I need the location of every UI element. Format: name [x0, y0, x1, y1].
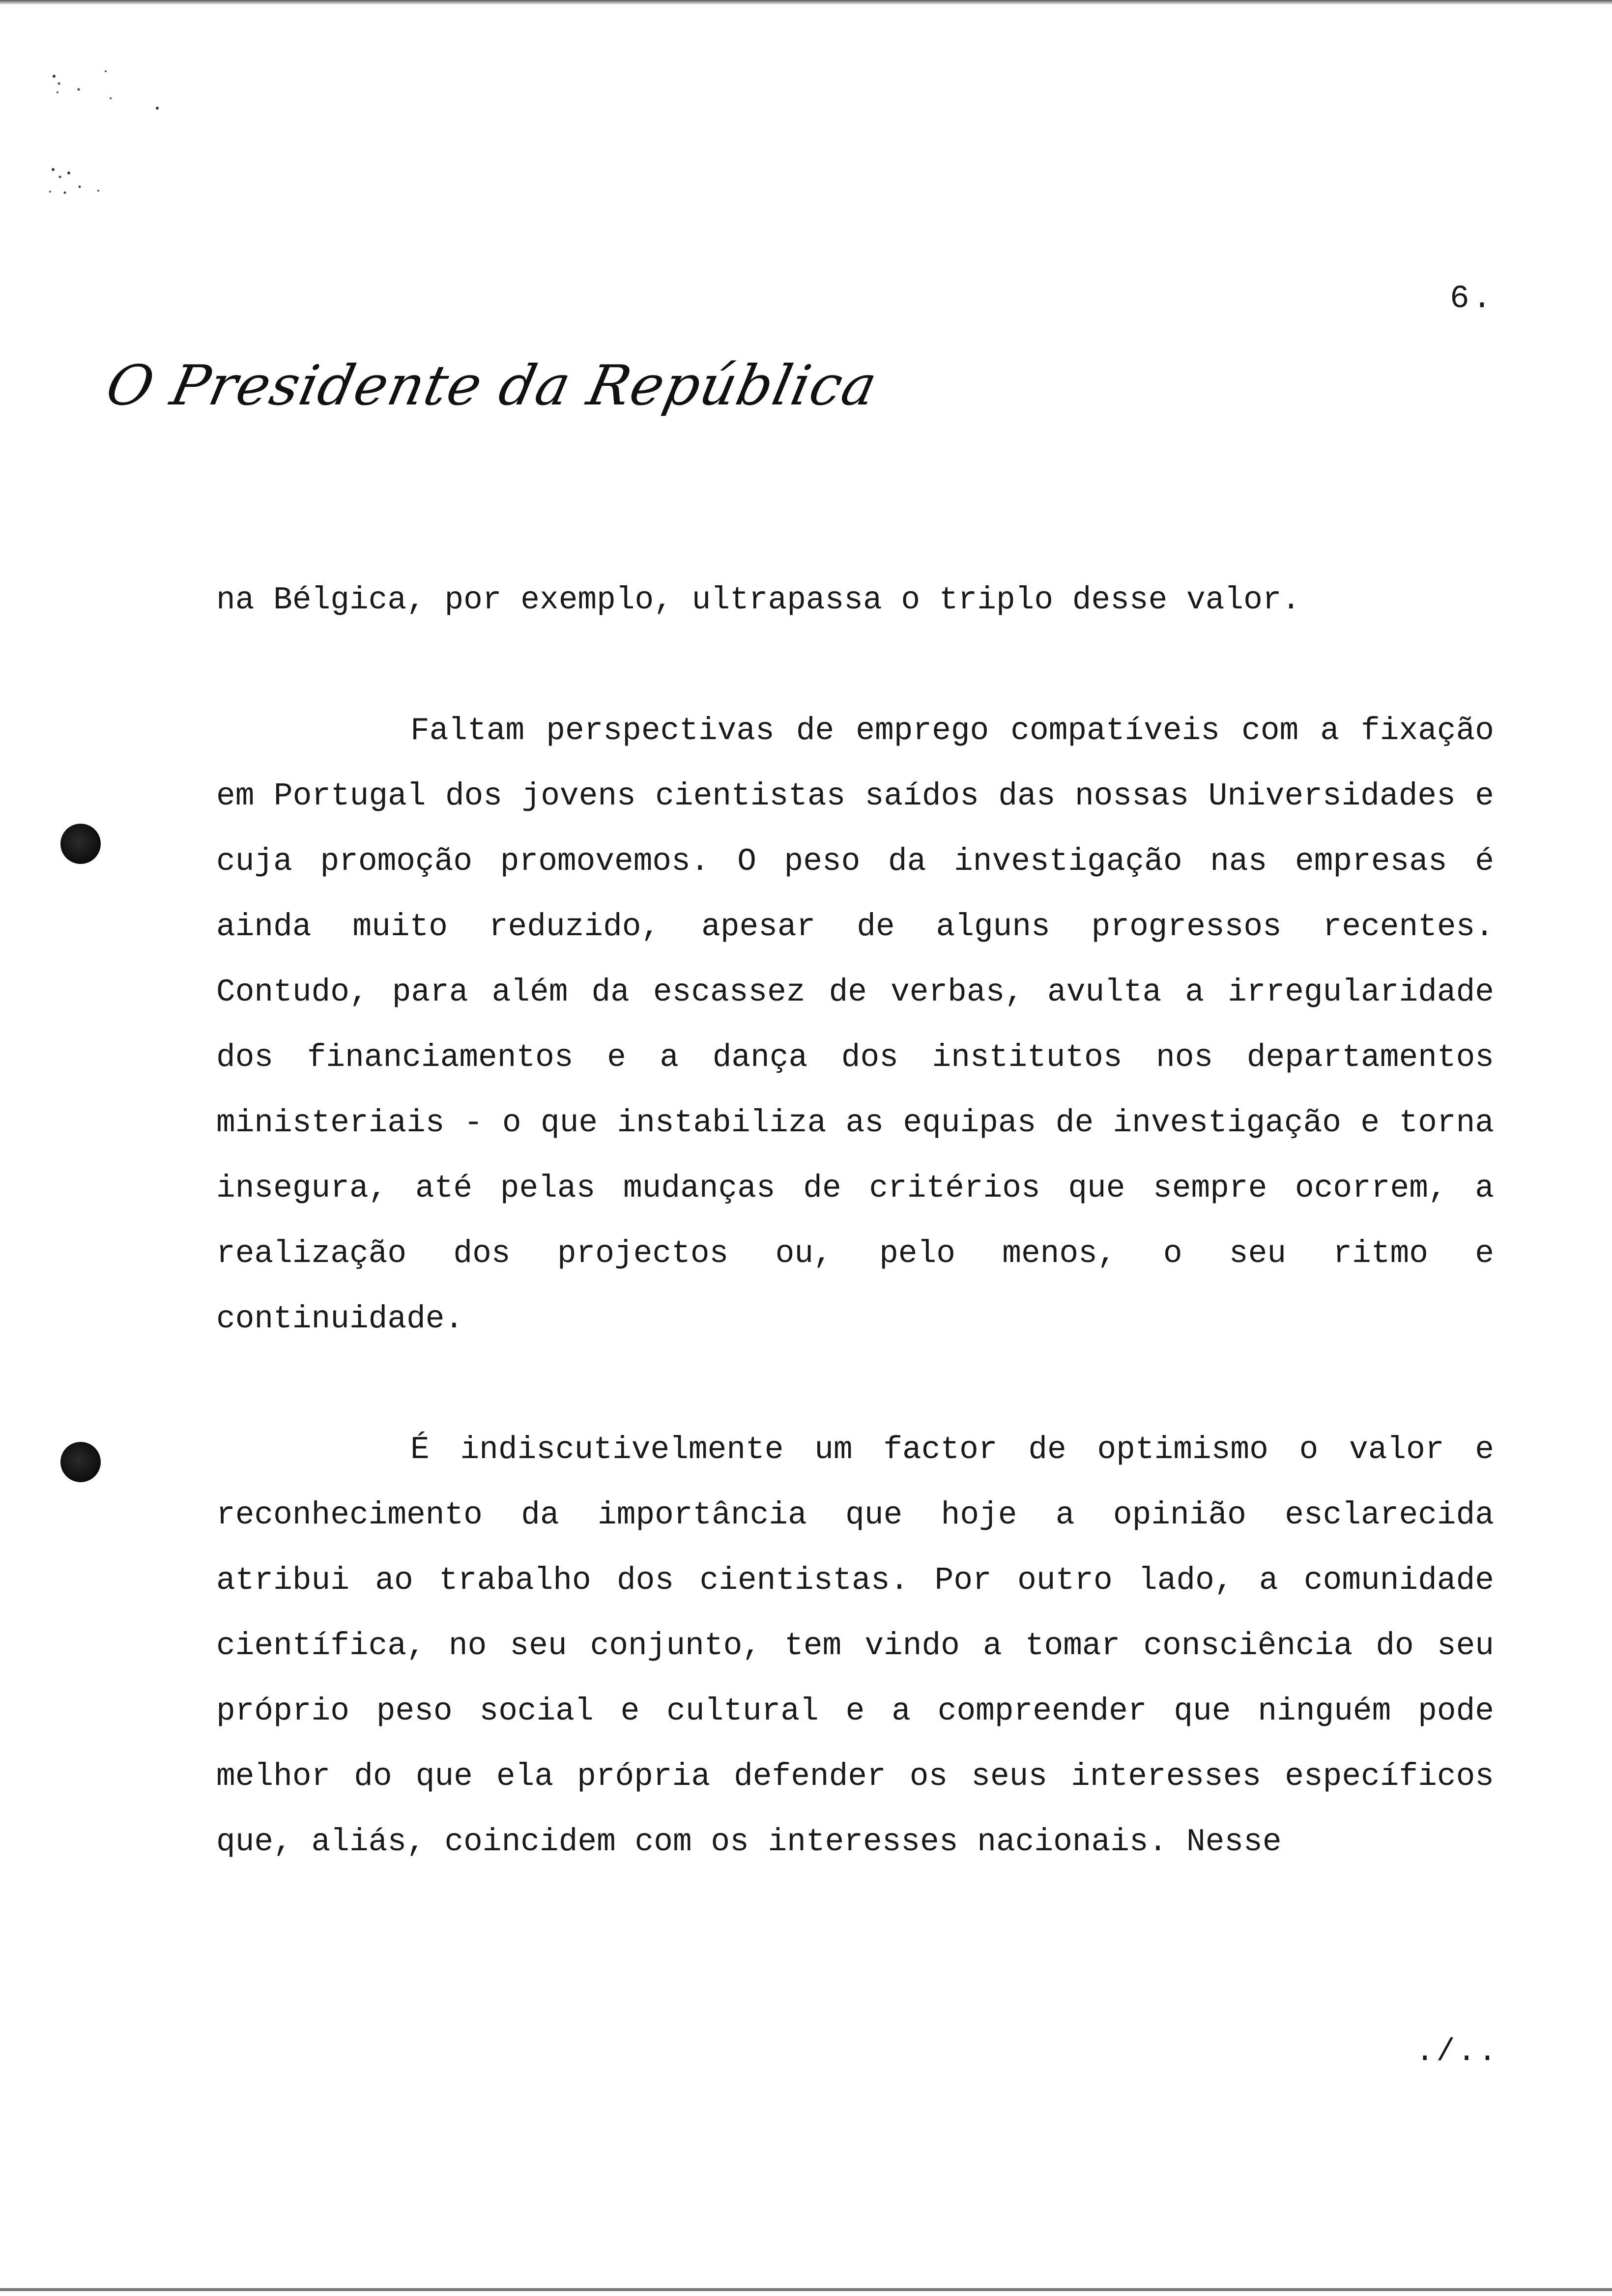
- scan-bottom-edge: [0, 2288, 1612, 2291]
- paragraph-optimismo: É indiscutivelmente um factor de optimismo o valor e reconhecimento da importância que hoje a opinião esclarecida atribui ao trabalho dos cientistas. Por outro lado, a comunidade científica, no seu conjunto, tem vindo a tomar consciência do seu próprio peso social e cultural e a compreender que ninguém pode melhor do que ela própria defender os seus interesses específicos que, aliás, coincidem com os interesses nacionais. Nesse: [216, 1432, 1494, 1860]
- continued-line: na Bélgica, por exemplo, ultrapassa o triplo desse valor.: [216, 582, 1301, 618]
- continuation-mark: ./..: [1415, 2035, 1499, 2070]
- scan-specks: [44, 64, 172, 211]
- paragraph-perspectivas: Faltam perspectivas de emprego compatíveis com a fixação em Portugal dos jovens cientistas saídos das nossas Universidades e cuja promoção promovemos. O peso da investigação nas empresas é ainda muito reduzido, apesar de alguns progressos recentes. Contudo, para além da escassez de verbas, avulta a irregularidade dos financiamentos e a dança dos institutos nos departamentos ministeriais - o que instabiliza as equipas de investigação e torna insegura, até pelas mudanças de critérios que sempre ocorrem, a realização dos projectos ou, pelo menos, o seu ritmo e continuidade.: [216, 713, 1494, 1337]
- body-text: [216, 568, 1494, 1875]
- scan-top-edge: [0, 0, 1612, 5]
- punch-hole-icon: [60, 824, 101, 864]
- letterhead-title: O Presidente da República: [101, 354, 883, 418]
- page-number: 6.: [1450, 280, 1495, 317]
- punch-hole-icon: [60, 1442, 101, 1482]
